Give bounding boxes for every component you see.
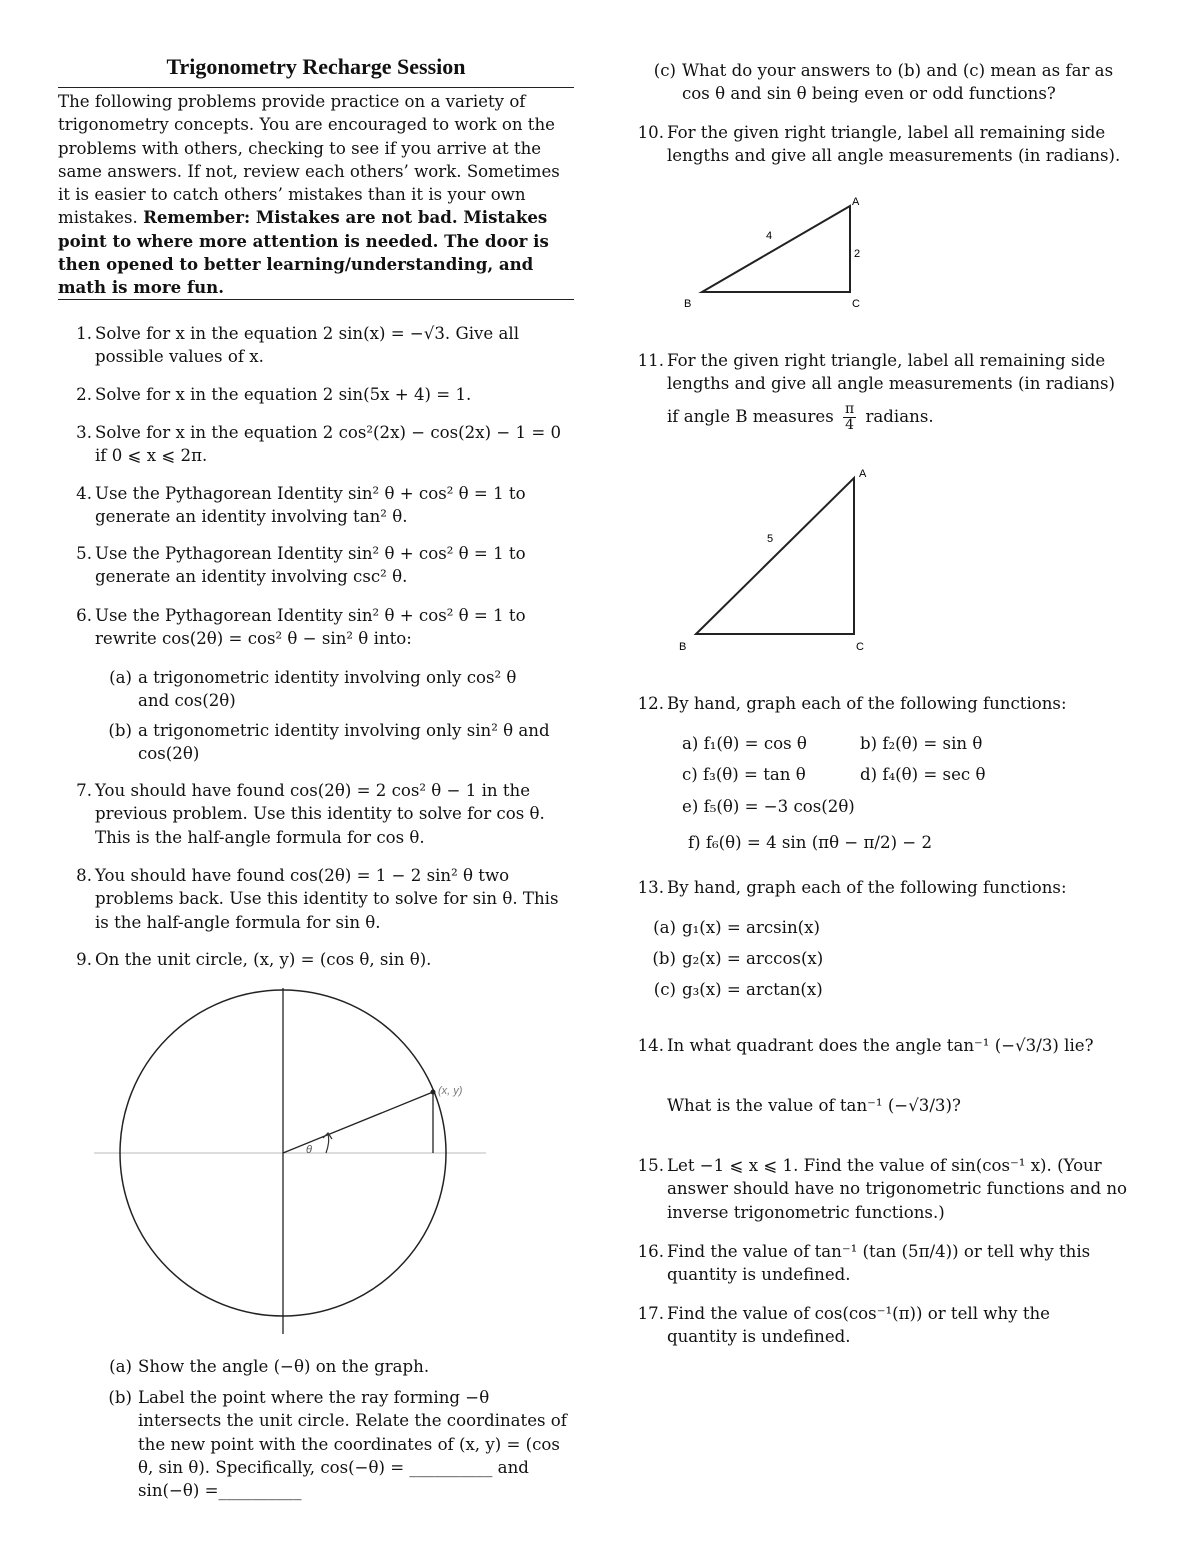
problem-text: Let −1 ⩽ x ⩽ 1. Find the value of sin(cos⁻¹ x). (Your answer should have no trigonometric functions and no inverse trigonometric functions.) bbox=[667, 1156, 1128, 1222]
page-title: Trigonometry Recharge Session bbox=[166, 54, 466, 79]
sub-label: (c) bbox=[653, 61, 676, 80]
intro-text: The following problems provide practice on a variety of trigonometry concepts. You are encouraged to work on the problems with others, checking to see if you arrive at the same answers. If not, review each others’ work. Sometimes it is easier to catch others’ mistakes than it is your own mistakes. bbox=[58, 92, 560, 228]
problem-text: For the given right triangle, label all remaining side lengths and give all angle measurements (in radians) bbox=[667, 351, 1116, 394]
vertex-c-label: C bbox=[852, 298, 860, 310]
problem-text: By hand, graph each of the following functions: bbox=[667, 878, 1067, 897]
problem-number: 17. bbox=[637, 1304, 664, 1323]
fraction-pi-over-4 bbox=[843, 402, 856, 433]
sub-label: (c) bbox=[653, 980, 676, 999]
sub-label: (a) bbox=[109, 668, 132, 687]
angle-theta-label: θ bbox=[306, 1144, 312, 1156]
side-ac-label: 2 bbox=[854, 248, 861, 260]
problem-number: 15. bbox=[637, 1156, 664, 1175]
intro-bold-text: Remember: Mistakes are not bad. Mistakes point to where more attention is needed. The door is then opened to better learning/understanding, and math is more fun. bbox=[58, 207, 549, 298]
problem-text: Solve for x in the equation 2 sin(5x + 4) = 1. bbox=[95, 385, 472, 404]
hypotenuse-label: 5 bbox=[767, 533, 774, 545]
problem-number: 5. bbox=[76, 544, 92, 563]
vertex-b-label: B bbox=[679, 641, 687, 653]
intro-paragraph bbox=[58, 90, 574, 300]
triangle-10-diagram bbox=[680, 190, 880, 320]
sub-label: (b) bbox=[108, 721, 132, 740]
sub-label: (b) bbox=[652, 949, 676, 968]
problem-text: Solve for x in the equation 2 sin(x) = −√3. Give all possible values of x. bbox=[95, 324, 519, 367]
text-angle-b: if angle B measures bbox=[667, 407, 834, 426]
problem-text: Use the Pythagorean Identity sin² θ + cos² θ = 1 to generate an identity involving tan² θ. bbox=[95, 484, 526, 527]
circle-point bbox=[431, 1090, 436, 1095]
problem-text: On the unit circle, (x, y) = (cos θ, sin θ). bbox=[95, 950, 432, 969]
unit-circle-diagram bbox=[94, 982, 534, 1338]
problem-number: 4. bbox=[76, 484, 92, 503]
problem-number: 2. bbox=[76, 385, 92, 404]
problem-12b: b) f₂(θ) = sin θ bbox=[860, 734, 983, 753]
problem-number: 8. bbox=[76, 866, 92, 885]
problem-12d: d) f₄(θ) = sec θ bbox=[860, 765, 986, 784]
sub-text: g₃(x) = arctan(x) bbox=[682, 980, 823, 999]
triangle-10 bbox=[702, 206, 850, 292]
problem-12e: e) f₅(θ) = −3 cos(2θ) bbox=[682, 797, 855, 816]
sub-text: g₁(x) = arcsin(x) bbox=[682, 918, 820, 937]
point-label: (x, y) bbox=[438, 1085, 463, 1097]
sub-label: (a) bbox=[653, 918, 676, 937]
problem-number: 12. bbox=[637, 694, 664, 713]
problem-12f: f) f₆(θ) = 4 sin (πθ − π/2) − 2 bbox=[688, 833, 933, 852]
problem-text: Find the value of cos(cos⁻¹(π)) or tell why the quantity is undefined. bbox=[667, 1304, 1050, 1347]
sub-text: Show the angle (−θ) on the graph. bbox=[138, 1357, 430, 1376]
title-rule bbox=[58, 87, 574, 88]
problem-text-angle bbox=[667, 402, 934, 433]
problem-number: 14. bbox=[637, 1036, 664, 1055]
intro-rule bbox=[58, 299, 574, 300]
sub-text: a trigonometric identity involving only cos² θ and cos(2θ) bbox=[138, 668, 517, 711]
vertex-b-label: B bbox=[684, 298, 692, 310]
problem-number: 1. bbox=[76, 324, 92, 343]
sub-text: What do your answers to (b) and (c) mean as far as cos θ and sin θ being even or odd functions? bbox=[682, 61, 1114, 104]
fraction-denominator: 4 bbox=[845, 417, 855, 433]
problem-text: By hand, graph each of the following functions: bbox=[667, 694, 1067, 713]
problem-number: 9. bbox=[76, 950, 92, 969]
problem-number: 10. bbox=[637, 123, 664, 142]
vertex-c-label: C bbox=[856, 641, 864, 653]
problem-12c: c) f₃(θ) = tan θ bbox=[682, 765, 806, 784]
problem-text: Use the Pythagorean Identity sin² θ + cos² θ = 1 to generate an identity involving csc² θ. bbox=[95, 544, 526, 587]
triangle-11 bbox=[696, 478, 854, 634]
text-radians: radians. bbox=[865, 407, 934, 426]
vertex-a-label: A bbox=[852, 196, 860, 208]
problem-number: 16. bbox=[637, 1242, 664, 1261]
problem-text: Find the value of tan⁻¹ (tan (5π/4)) or tell why this quantity is undefined. bbox=[667, 1242, 1091, 1285]
problem-number: 3. bbox=[76, 423, 92, 442]
problem-text: For the given right triangle, label all remaining side lengths and give all angle measurements (in radians). bbox=[667, 123, 1121, 166]
problem-text-quadrant: In what quadrant does the angle tan⁻¹ (−√3/3) lie? bbox=[667, 1036, 1094, 1055]
sub-label: (a) bbox=[109, 1357, 132, 1376]
sub-label: (b) bbox=[108, 1388, 132, 1407]
problem-text: You should have found cos(2θ) = 1 − 2 sin² θ two problems back. Use this identity to solve for sin θ. This is the half-angle formula for sin θ. bbox=[95, 866, 559, 932]
problem-text: You should have found cos(2θ) = 2 cos² θ − 1 in the previous problem. Use this identity to solve for cos θ. This is the half-angle formula for cos θ. bbox=[95, 781, 545, 847]
problem-text: Use the Pythagorean Identity sin² θ + cos² θ = 1 to rewrite cos(2θ) = cos² θ − sin² θ into: bbox=[95, 606, 526, 649]
hypotenuse-label: 4 bbox=[766, 230, 773, 242]
problem-12a: a) f₁(θ) = cos θ bbox=[682, 734, 807, 753]
problem-number: 13. bbox=[637, 878, 664, 897]
problem-number: 11. bbox=[637, 351, 664, 370]
problem-number: 6. bbox=[76, 606, 92, 625]
sub-text: a trigonometric identity involving only sin² θ and cos(2θ) bbox=[138, 721, 550, 764]
problem-number: 7. bbox=[76, 781, 92, 800]
angle-arc bbox=[326, 1134, 329, 1153]
sub-text: g₂(x) = arccos(x) bbox=[682, 949, 824, 968]
sub-text: Label the point where the ray forming −θ intersects the unit circle. Relate the coordinates of the new point with the coordinates of (x, y) = (cos θ, sin θ). Specifically, cos(−θ) = __________ and sin(−θ) =__________ bbox=[138, 1388, 567, 1501]
fraction-numerator: π bbox=[845, 401, 855, 417]
vertex-a-label: A bbox=[859, 468, 867, 480]
problem-text-value: What is the value of tan⁻¹ (−√3/3)? bbox=[667, 1096, 961, 1115]
problem-text: Solve for x in the equation 2 cos²(2x) − cos(2x) − 1 = 0 if 0 ⩽ x ⩽ 2π. bbox=[95, 423, 562, 466]
triangle-11-diagram bbox=[670, 462, 930, 662]
